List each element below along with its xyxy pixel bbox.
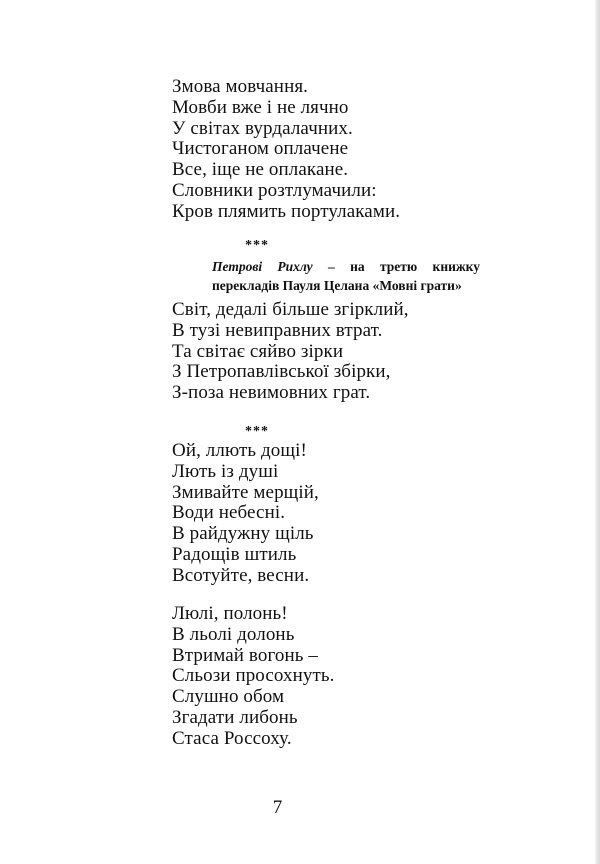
- poem-line: Стаса Россоху.: [172, 727, 292, 749]
- poem-line: Радощів штиль: [172, 543, 297, 565]
- poem-line: У світах вурдалачних.: [172, 117, 353, 139]
- poem-line: Згадати либонь: [172, 706, 298, 728]
- section-separator: ***: [245, 424, 269, 439]
- poem-line: Сльози просохнуть.: [172, 665, 335, 687]
- poem-line: Словники розтлумачили:: [172, 179, 377, 201]
- poem-line: Кров плямить портулаками.: [172, 200, 401, 222]
- poem-line: Втримай вогонь –: [172, 644, 318, 666]
- poem-line: Ой, ллють дощі!: [172, 440, 307, 461]
- poem-line: В тузі невиправних втрат.: [172, 319, 383, 341]
- poem-line: Лють із душі: [172, 460, 279, 482]
- dedication-name: Петрові Рихлу: [212, 259, 313, 274]
- dedication: [212, 257, 480, 295]
- page-edge-shadow: [595, 0, 600, 864]
- poem-line: Все, іще не оплакане.: [172, 159, 349, 181]
- poem-line: Змивайте мерщій,: [172, 481, 319, 503]
- poem-line: Чистоганом оплачене: [172, 138, 349, 160]
- dedication-text: – на третю книжку перекладів Пауля Целана «Мовні грати»: [212, 259, 480, 293]
- poem-line: З Петропавлівської збірки,: [172, 361, 391, 383]
- poem-stanza-4: [172, 604, 335, 750]
- poem-line: Слушно обом: [172, 686, 285, 708]
- poem-line: Люлі, полонь!: [172, 603, 288, 624]
- poem-stanza-2: [172, 300, 409, 404]
- poem-line: З-поза невимовних грат.: [172, 382, 371, 404]
- poem-line: Світ, дедалі більше згірклий,: [172, 299, 409, 320]
- section-separator: ***: [245, 238, 269, 253]
- poem-stanza-3: [172, 441, 319, 587]
- poem-line: В льолі долонь: [172, 623, 295, 645]
- poem-stanza-1: [172, 77, 400, 223]
- poem-line: Води небесні.: [172, 502, 286, 524]
- page-number: 7: [272, 797, 283, 818]
- poem-line: В райдужну щіль: [172, 523, 314, 545]
- poem-line: Мовби вже і не лячно: [172, 96, 349, 118]
- poem-line: Всотуйте, весни.: [172, 564, 310, 586]
- poem-line: Змова мовчання.: [172, 76, 309, 97]
- poem-line: Та світає сяйво зірки: [172, 340, 344, 362]
